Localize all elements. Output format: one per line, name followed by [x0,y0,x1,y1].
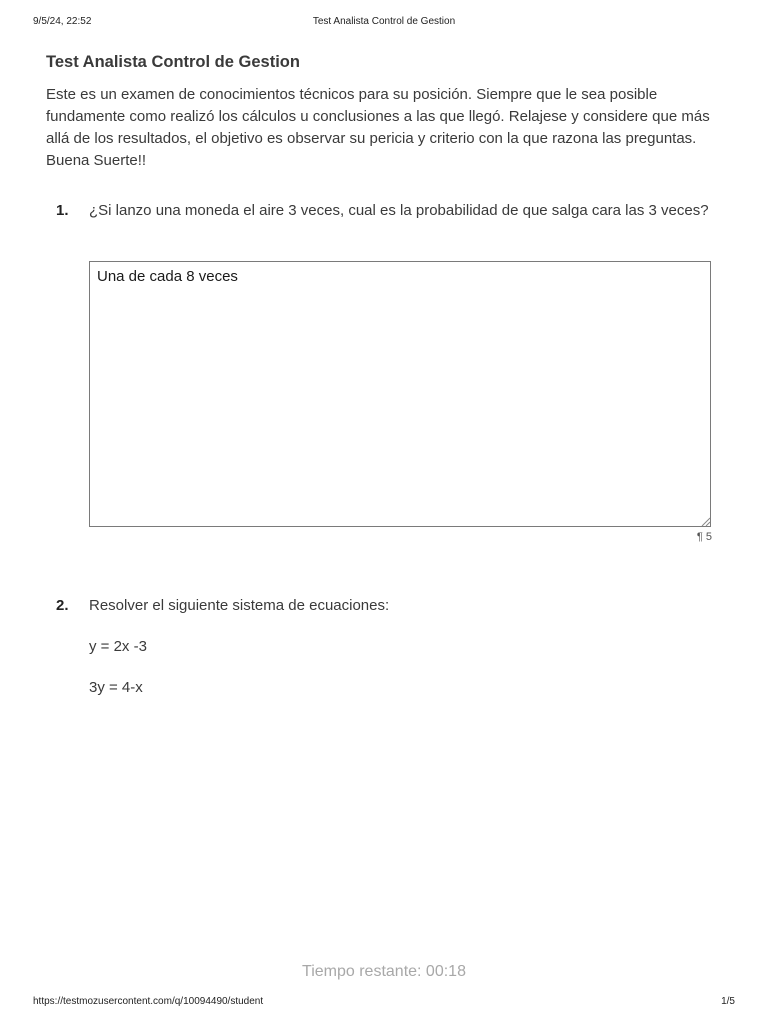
time-remaining: Tiempo restante: 00:18 [302,963,466,980]
question-1 [46,198,714,548]
equation-2: 3y = 4-x [89,679,143,696]
test-instructions: Este es un examen de conocimientos técnicos para su posición. Siempre que le sea posible fundamente como realizó los cálculos u conclusiones a las que llegó. Relajese y considere que más allá de los resultados, el objetivo es observar su pericia y criterio con la que razona las preguntas. Buena Suerte!! [46,86,710,169]
print-header [33,16,735,30]
print-date: 9/5/24, 22:52 [33,16,92,27]
question-text: Resolver el siguiente sistema de ecuaciones: [89,597,390,614]
question-text: ¿Si lanzo una moneda el aire 3 veces, cual es la probabilidad de que salga cara las 3 veces? [89,202,709,219]
resize-grip-icon[interactable] [701,517,711,527]
question-number: 2. [56,597,69,614]
page-number: 1/5 [721,996,735,1007]
print-document-title: Test Analista Control de Gestion [312,16,456,27]
question-2 [46,593,714,713]
print-url: https://testmozusercontent.com/q/10094490/student [33,996,264,1007]
paragraph-counter: ¶ 5 [696,531,712,543]
answer-textarea[interactable] [89,261,711,527]
question-number: 1. [56,202,69,219]
equation-1: y = 2x -3 [89,638,147,655]
print-footer [33,996,735,1010]
page-title: Test Analista Control de Gestion [46,53,300,71]
